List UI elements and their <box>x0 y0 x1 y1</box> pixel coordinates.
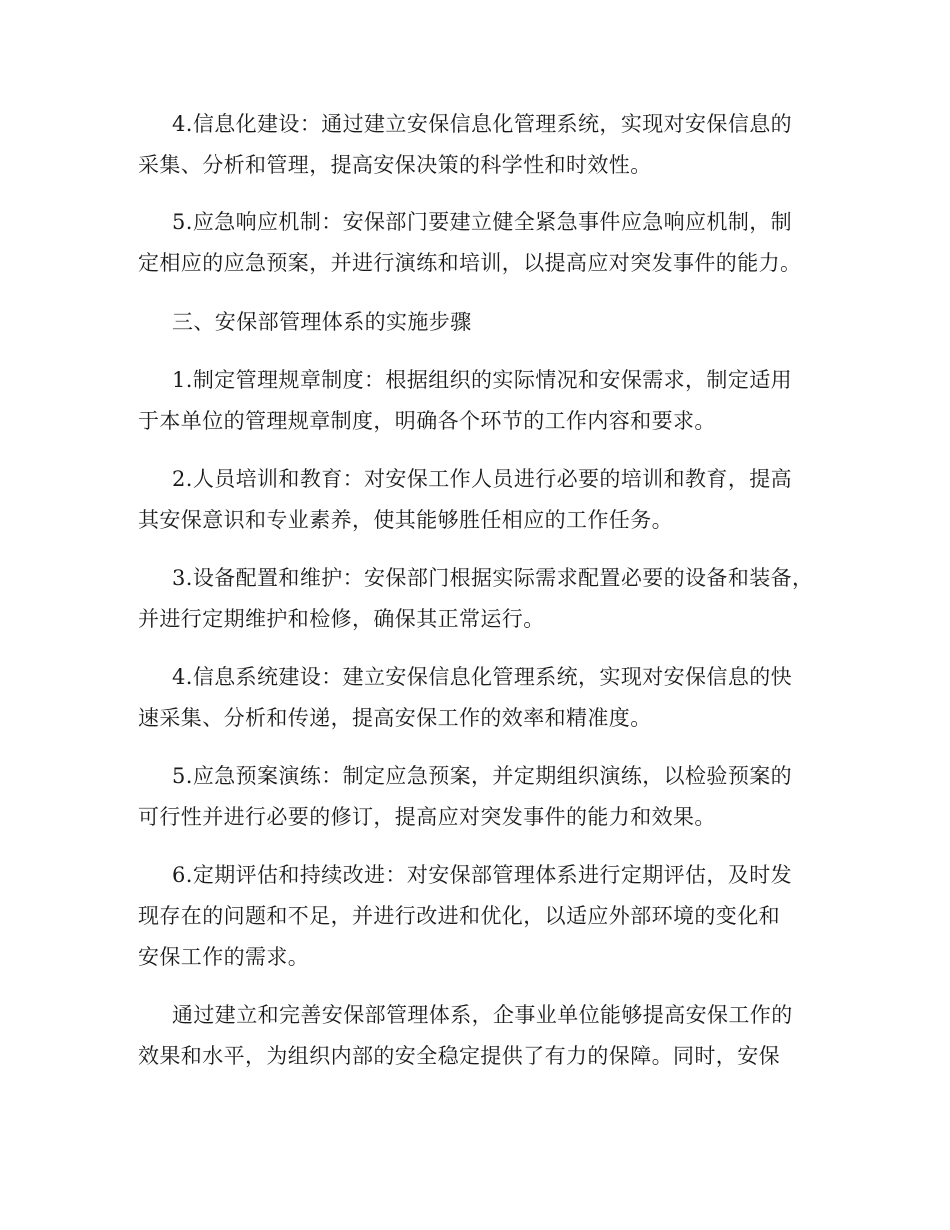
conclusion-line-2: 效果和水平，为组织内部的安全稳定提供了有力的保障。同时，安保 <box>138 1044 780 1068</box>
step-4-line-1: 4.信息系统建设：建立安保信息化管理系统，实现对安保信息的快 <box>172 665 793 689</box>
paragraph-2-line-1: 5.应急响应机制：安保部门要建立健全紧急事件应急响应机制，制 <box>172 210 793 234</box>
paragraph-2-line-2: 定相应的应急预案，并进行演练和培训，以提高应对突发事件的能力。 <box>138 251 802 275</box>
step-6-line-1: 6.定期评估和持续改进：对安保部管理体系进行定期评估，及时发 <box>172 863 793 887</box>
step-3-line-1: 3.设备配置和维护：安保部门根据实际需求配置必要的设备和装备， <box>172 566 814 590</box>
step-2-line-2: 其安保意识和专业素养，使其能够胜任相应的工作任务。 <box>138 508 673 532</box>
step-6-line-2: 现存在的问题和不足，并进行改进和优化，以适应外部环境的变化和 <box>138 904 780 928</box>
step-1-line-2: 于本单位的管理规章制度，明确各个环节的工作内容和要求。 <box>138 409 716 433</box>
section-heading: 三、安保部管理体系的实施步骤 <box>172 310 472 334</box>
step-5-line-2: 可行性并进行必要的修订，提高应对突发事件的能力和效果。 <box>138 805 716 829</box>
step-5-line-1: 5.应急预案演练：制定应急预案，并定期组织演练，以检验预案的 <box>172 764 793 788</box>
paragraph-1-line-2: 采集、分析和管理，提高安保决策的科学性和时效性。 <box>138 153 652 177</box>
step-3-line-2: 并进行定期维护和检修，确保其正常运行。 <box>138 607 545 631</box>
step-4-line-2: 速采集、分析和传递，提高安保工作的效率和精准度。 <box>138 706 652 730</box>
conclusion-line-1: 通过建立和完善安保部管理体系，企事业单位能够提高安保工作的 <box>172 1003 793 1027</box>
step-6-line-3: 安保工作的需求。 <box>138 945 310 969</box>
paragraph-1-line-1: 4.信息化建设：通过建立安保信息化管理系统，实现对安保信息的 <box>172 112 793 136</box>
step-2-line-1: 2.人员培训和教育：对安保工作人员进行必要的培训和教育，提高 <box>172 467 793 491</box>
step-1-line-1: 1.制定管理规章制度：根据组织的实际情况和安保需求，制定适用 <box>172 368 793 392</box>
